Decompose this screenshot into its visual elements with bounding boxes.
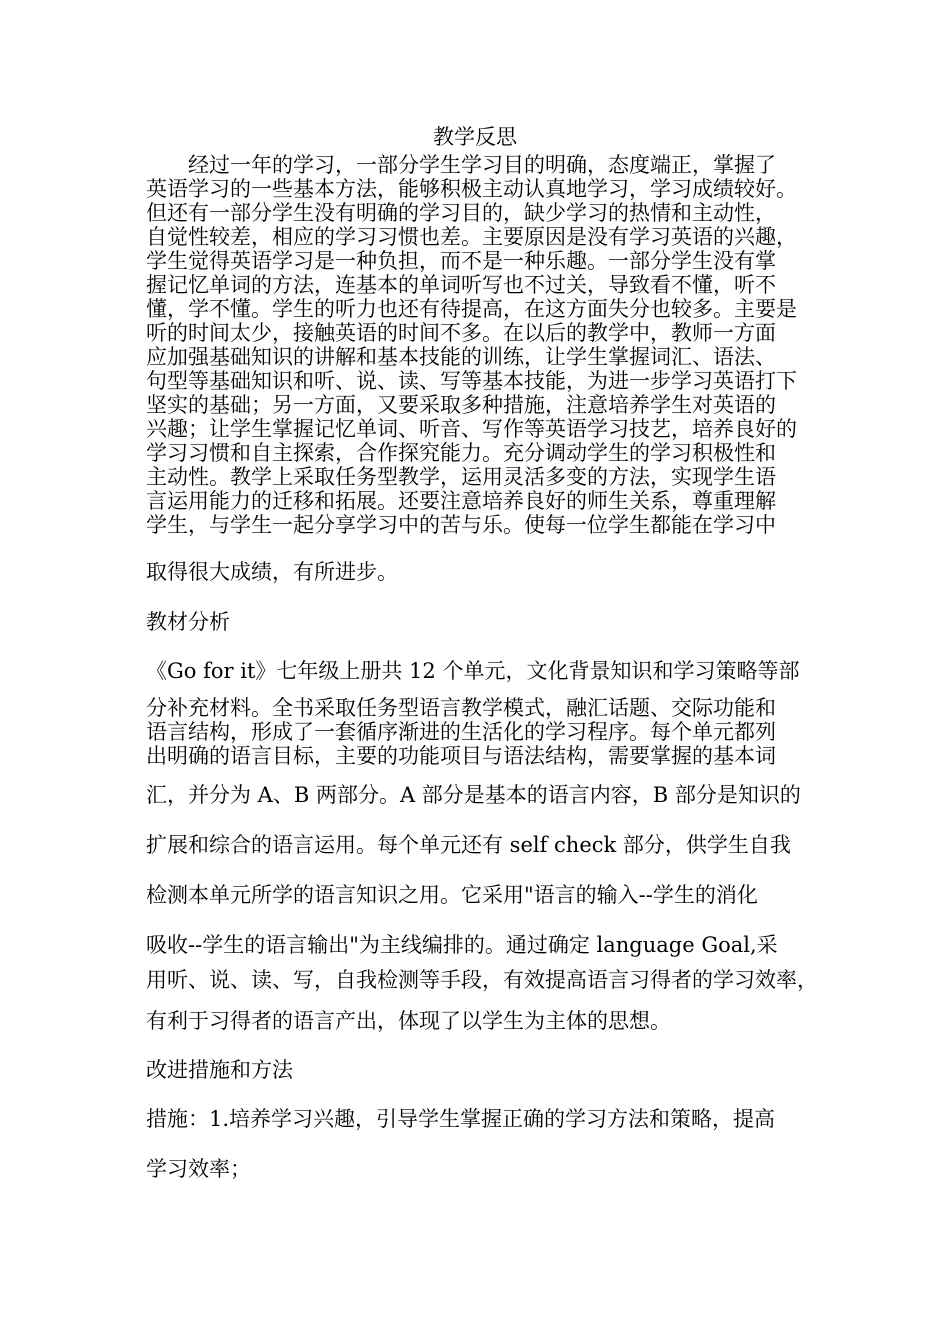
- material-line-1: 《Go for it》七年级上册共 12 个单元，文化背景知识和学习策略等部: [146, 659, 800, 683]
- material-line-9: 用听、说、读、写，自我检测等手段，有效提高语言习得者的学习效率，: [146, 968, 818, 992]
- section-heading-material: 教材分析: [146, 610, 230, 634]
- measure-line-1: 措施：1.培养学习兴趣，引导学生掌握正确的学习方法和策略，提高: [146, 1107, 776, 1131]
- reflection-line-16: 学生，与学生一起分享学习中的苦与乐。使每一位学生都能在学习中: [146, 513, 776, 537]
- material-line-6: 扩展和综合的语言运用。每个单元还有 self check 部分，供学生自我: [146, 833, 791, 857]
- reflection-line-1: 经过一年的学习，一部分学生学习目的明确，态度端正，掌握了: [146, 153, 776, 177]
- reflection-line-9: 应加强基础知识的讲解和基本技能的训练，让学生掌握词汇、语法、: [146, 345, 776, 369]
- material-line-3: 语言结构，形成了一套循序渐进的生活化的学习程序。每个单元都列: [146, 720, 776, 744]
- reflection-line-8: 听的时间太少，接触英语的时间不多。在以后的教学中，教师一方面: [146, 321, 776, 345]
- material-line-2: 分补充材料。全书采取任务型语言教学模式，融汇话题、交际功能和: [146, 696, 776, 720]
- material-line-8: 吸收--学生的语言输出"为主线编排的。通过确定 language Goal,采: [146, 933, 778, 957]
- reflection-line-6: 握记忆单词的方法，连基本的单词听写也不过关，导致看不懂，听不: [146, 273, 776, 297]
- reflection-line-15: 言运用能力的迁移和拓展。还要注意培养良好的师生关系，尊重理解: [146, 489, 776, 513]
- reflection-line-4: 自觉性较差，相应的学习习惯也差。主要原因是没有学习英语的兴趣，: [146, 225, 797, 249]
- reflection-line-12: 兴趣；让学生掌握记忆单词、听音、写作等英语学习技艺，培养良好的: [146, 417, 797, 441]
- reflection-line-11: 坚实的基础；另一方面，又要采取多种措施，注意培养学生对英语的: [146, 393, 776, 417]
- reflection-line-5: 学生觉得英语学习是一种负担，而不是一种乐趣。一部分学生没有掌: [146, 249, 776, 273]
- material-line-10: 有利于习得者的语言产出，体现了以学生为主体的思想。: [146, 1009, 671, 1033]
- reflection-line-7: 懂，学不懂。学生的听力也还有待提高，在这方面失分也较多。主要是: [146, 297, 797, 321]
- reflection-line-2: 英语学习的一些基本方法，能够积极主动认真地学习，学习成绩较好。: [146, 177, 797, 201]
- measure-line-2: 学习效率；: [146, 1157, 251, 1181]
- reflection-line-13: 学习习惯和自主探索，合作探究能力。充分调动学生的学习积极性和: [146, 441, 776, 465]
- material-line-5: 汇，并分为 A、B 两部分。A 部分是基本的语言内容，B 部分是知识的: [146, 783, 801, 807]
- document-title: 教学反思: [433, 125, 517, 149]
- reflection-line-3: 但还有一部分学生没有明确的学习目的，缺少学习的热情和主动性，: [146, 201, 776, 225]
- material-line-7: 检测本单元所学的语言知识之用。它采用"语言的输入--学生的消化: [146, 883, 758, 907]
- reflection-line-14: 主动性。教学上采取任务型教学，运用灵活多变的方法，实现学生语: [146, 465, 776, 489]
- material-line-4: 出明确的语言目标，主要的功能项目与语法结构，需要掌握的基本词: [146, 744, 776, 768]
- reflection-line-17: 取得很大成绩，有所进步。: [146, 560, 398, 584]
- section-heading-improve: 改进措施和方法: [146, 1058, 293, 1082]
- reflection-line-10: 句型等基础知识和听、说、读、写等基本技能，为进一步学习英语打下: [146, 369, 797, 393]
